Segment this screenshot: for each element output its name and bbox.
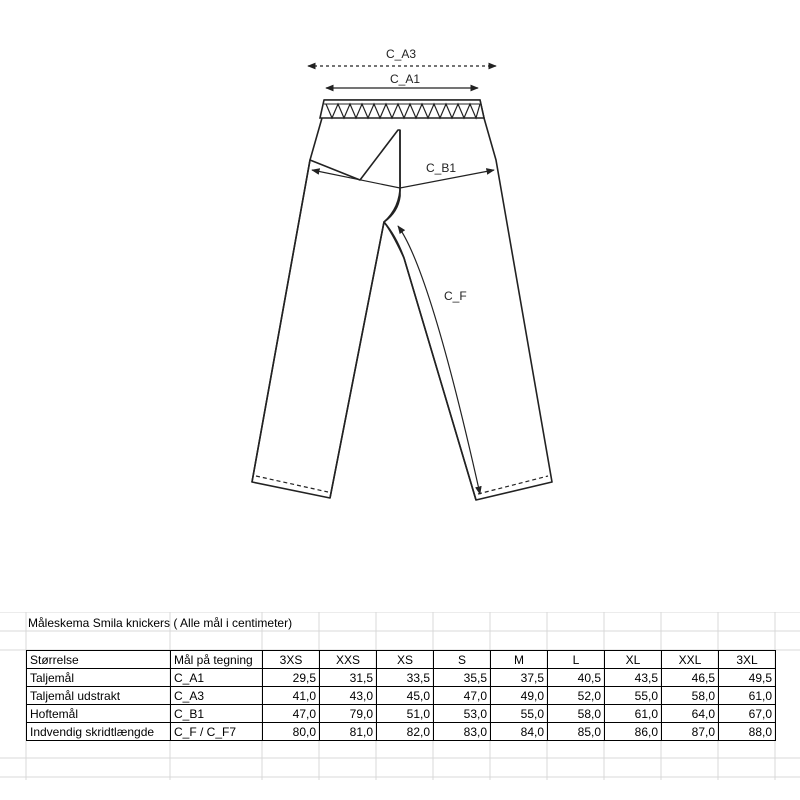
measurement-cell: 43,5 bbox=[605, 669, 662, 687]
measurement-cell: 67,0 bbox=[719, 705, 776, 723]
measurement-cell: 84,0 bbox=[491, 723, 548, 741]
measurement-cell: 61,0 bbox=[719, 687, 776, 705]
measurement-cell: 55,0 bbox=[605, 687, 662, 705]
sheet-title: Måleskema Smila knickers ( Alle mål i centimeter) bbox=[28, 616, 293, 630]
measurement-cell: 64,0 bbox=[662, 705, 719, 723]
drawing-code: C_B1 bbox=[171, 705, 263, 723]
measurement-cell: 41,0 bbox=[263, 687, 320, 705]
row-label: Hoftemål bbox=[27, 705, 171, 723]
measurement-cell: 40,5 bbox=[548, 669, 605, 687]
column-header: XL bbox=[605, 651, 662, 669]
measurement-cell: 86,0 bbox=[605, 723, 662, 741]
drawing-code: C_A1 bbox=[171, 669, 263, 687]
label-inseam: C_F bbox=[444, 289, 467, 303]
row-label: Taljemål bbox=[27, 669, 171, 687]
table-row bbox=[27, 669, 776, 687]
measurement-cell: 49,0 bbox=[491, 687, 548, 705]
measurement-cell: 79,0 bbox=[320, 705, 377, 723]
pants-outline bbox=[252, 100, 552, 500]
table-row bbox=[27, 723, 776, 741]
measurement-cell: 45,0 bbox=[377, 687, 434, 705]
measurement-cell: 80,0 bbox=[263, 723, 320, 741]
measurement-cell: 83,0 bbox=[434, 723, 491, 741]
measurement-cell: 88,0 bbox=[719, 723, 776, 741]
measurement-cell: 55,0 bbox=[491, 705, 548, 723]
measurement-cell: 81,0 bbox=[320, 723, 377, 741]
size-table bbox=[26, 650, 776, 741]
measurement-cell: 37,5 bbox=[491, 669, 548, 687]
table-row bbox=[27, 687, 776, 705]
drawing-code: C_A3 bbox=[171, 687, 263, 705]
column-header: 3XS bbox=[263, 651, 320, 669]
column-header: 3XL bbox=[719, 651, 776, 669]
table-header-row bbox=[27, 651, 776, 669]
measurement-cell: 85,0 bbox=[548, 723, 605, 741]
measurement-cell: 58,0 bbox=[662, 687, 719, 705]
table-row bbox=[27, 705, 776, 723]
left-leg-outseam bbox=[252, 118, 322, 482]
column-header: Størrelse bbox=[27, 651, 171, 669]
right-leg-inseam bbox=[384, 222, 476, 500]
row-label: Indvendig skridtlængde bbox=[27, 723, 171, 741]
measurement-cell: 51,0 bbox=[377, 705, 434, 723]
column-header: XXL bbox=[662, 651, 719, 669]
column-header: Mål på tegning bbox=[171, 651, 263, 669]
column-header: M bbox=[491, 651, 548, 669]
measurement-cell: 58,0 bbox=[548, 705, 605, 723]
measurement-cell: 35,5 bbox=[434, 669, 491, 687]
measurement-cell: 43,0 bbox=[320, 687, 377, 705]
measurement-cell: 61,0 bbox=[605, 705, 662, 723]
measurement-cell: 53,0 bbox=[434, 705, 491, 723]
measurement-cell: 33,5 bbox=[377, 669, 434, 687]
measurement-cell: 87,0 bbox=[662, 723, 719, 741]
measurement-cell: 47,0 bbox=[263, 705, 320, 723]
crotch-line bbox=[330, 130, 400, 498]
label-waist: C_A1 bbox=[390, 72, 421, 86]
column-header: XXS bbox=[320, 651, 377, 669]
dimension-arrow-inseam bbox=[398, 226, 480, 494]
measurement-cell: 46,5 bbox=[662, 669, 719, 687]
label-waist-stretched: C_A3 bbox=[386, 47, 417, 61]
column-header: L bbox=[548, 651, 605, 669]
column-header: S bbox=[434, 651, 491, 669]
measurement-cell: 29,5 bbox=[263, 669, 320, 687]
dimension-arrow-hip bbox=[312, 170, 494, 188]
measurement-cell: 49,5 bbox=[719, 669, 776, 687]
drawing-code: C_F / C_F7 bbox=[171, 723, 263, 741]
measurement-cell: 47,0 bbox=[434, 687, 491, 705]
column-header: XS bbox=[377, 651, 434, 669]
measurement-cell: 52,0 bbox=[548, 687, 605, 705]
label-hip: C_B1 bbox=[426, 161, 457, 175]
measurement-cell: 31,5 bbox=[320, 669, 377, 687]
measurement-cell: 82,0 bbox=[377, 723, 434, 741]
row-label: Taljemål udstrakt bbox=[27, 687, 171, 705]
